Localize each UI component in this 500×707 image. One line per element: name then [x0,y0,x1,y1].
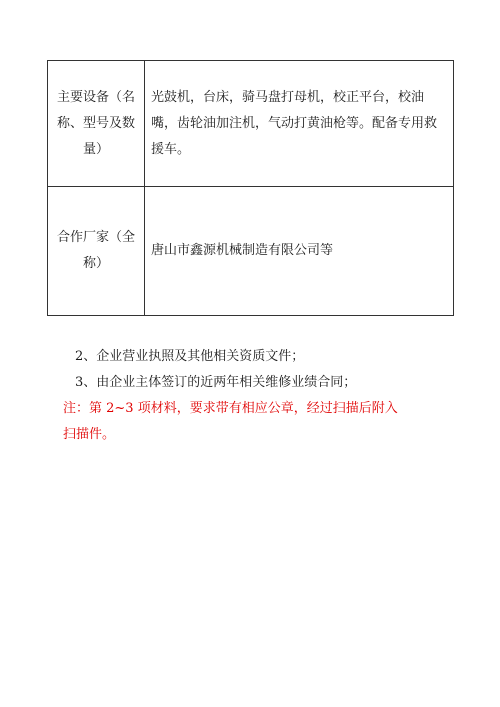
table-row-equipment [48,61,454,187]
info-table [47,60,454,316]
equipment-label: 主要设备（名称、型号及数量） [48,61,145,187]
note-item-3: 3、由企业主体签订的近两年相关维修业绩合同； [75,375,357,390]
manufacturer-value: 唐山市鑫源机械制造有限公司等 [145,187,454,316]
note-remark: 注：第 2~3 项材料，要求带有相应公章，经过扫描后附入扫描件。 [63,401,398,442]
manufacturer-label: 合作厂家（全称） [48,187,145,316]
notes-section [63,344,405,448]
equipment-value: 光鼓机，台床，骑马盘打母机，校正平台，校油嘴，齿轮油加注机，气动打黄油枪等。配备专用救援车。 [145,61,454,187]
table-row-manufacturer [48,187,454,316]
note-item-2: 2、企业营业执照及其他相关资质文件； [75,349,305,364]
